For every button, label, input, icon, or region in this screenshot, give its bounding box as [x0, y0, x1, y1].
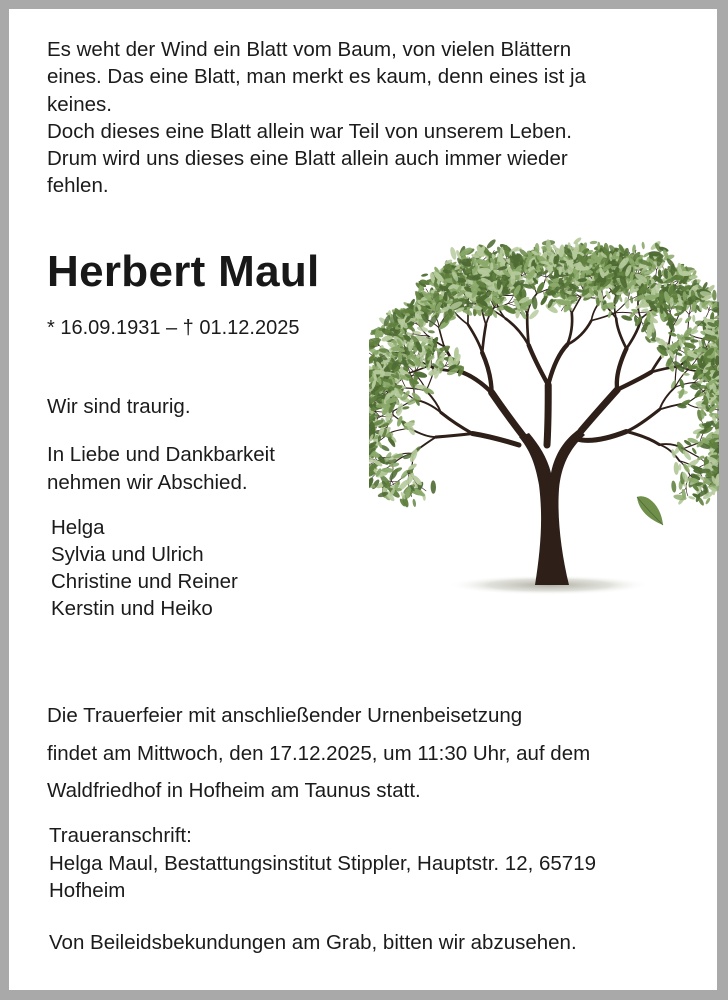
life-dates: * 16.09.1931 – † 01.12.2025 — [47, 317, 300, 339]
farewell-text — [47, 441, 275, 497]
poem-line: fehlen. — [47, 174, 109, 198]
poem — [47, 36, 677, 200]
closing-note: Von Beileidsbekundungen am Grab, bitten wir abzusehen. — [49, 931, 577, 954]
poem-line: keines. — [47, 92, 112, 116]
family-member: Sylvia und Ulrich — [51, 543, 204, 566]
farewell-line: nehmen wir Abschied. — [47, 471, 248, 494]
ceremony-line: Die Trauerfeier mit anschließender Urnenbeisetzung — [47, 704, 523, 727]
mourning-address — [49, 850, 689, 904]
ceremony-line: findet am Mittwoch, den 17.12.2025, um 11:30 Uhr, auf dem — [47, 741, 591, 765]
address-line: Hofheim — [49, 879, 126, 902]
family-member: Christine und Reiner — [51, 570, 238, 593]
obituary-page — [9, 9, 717, 990]
family-member: Helga — [51, 516, 105, 539]
address-label: Traueranschrift: — [49, 824, 192, 847]
poem-line: Drum wird uns dieses eine Blatt allein auch immer wieder — [47, 147, 568, 171]
tree-icon — [369, 217, 719, 599]
mourning-statement: Wir sind traurig. — [47, 395, 191, 418]
family-list — [51, 514, 238, 622]
address-line: Helga Maul, Bestattungsinstitut Stippler, Hauptstr. 12, 65719 — [49, 852, 596, 875]
farewell-line: In Liebe und Dankbarkeit — [47, 443, 275, 466]
poem-line: eines. Das eine Blatt, man merkt es kaum, denn eines ist ja — [47, 65, 586, 89]
poem-line: Es weht der Wind ein Blatt vom Baum, von vielen Blättern — [47, 38, 572, 61]
deceased-name: Herbert Maul — [47, 247, 320, 296]
poem-line: Doch dieses eine Blatt allein war Teil von unserem Leben. — [47, 119, 572, 143]
family-member: Kerstin und Heiko — [51, 597, 213, 620]
ceremony-info — [47, 697, 697, 810]
ceremony-line: Waldfriedhof in Hofheim am Taunus statt. — [47, 779, 421, 802]
